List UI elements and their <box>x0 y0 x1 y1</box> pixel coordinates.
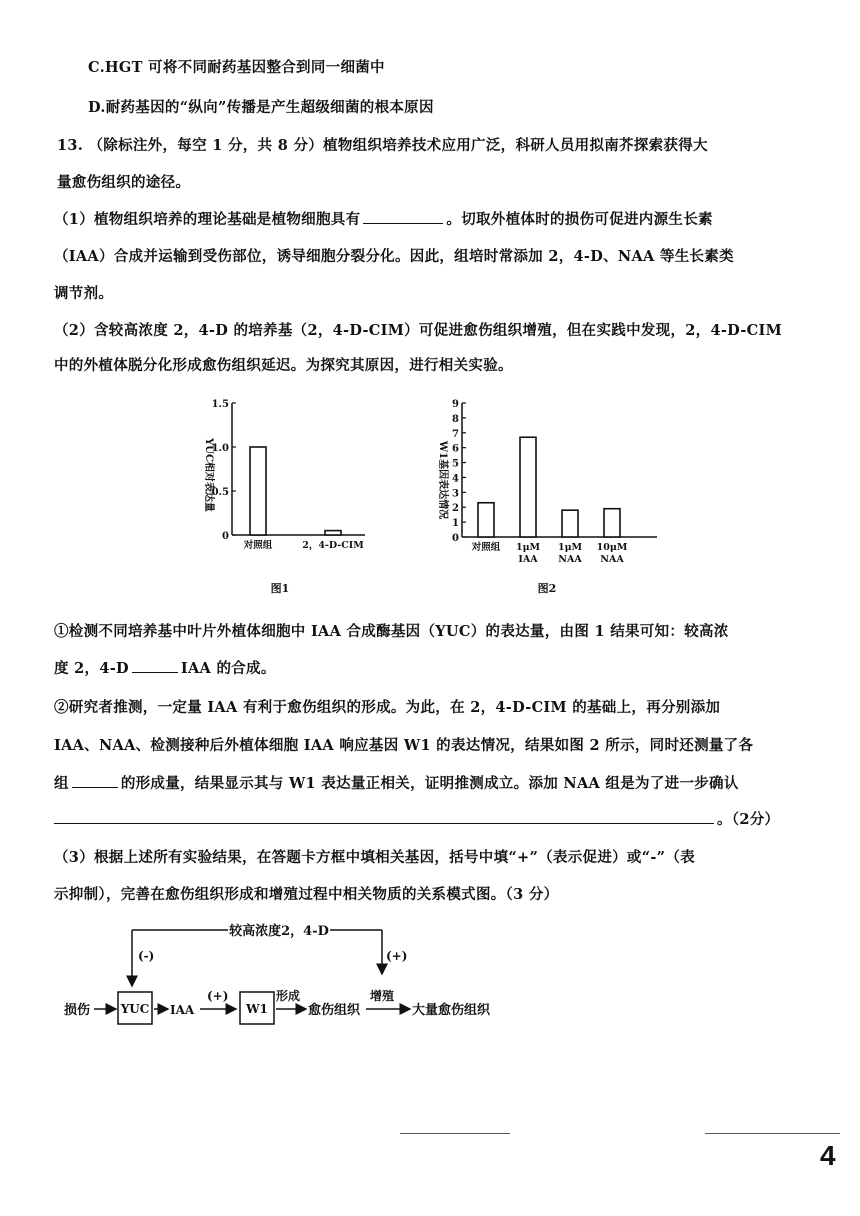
q13-part1-line3: 调节剂。 <box>54 285 114 302</box>
diagram-box1-label: YUC <box>120 1002 150 1016</box>
y-tick-label: 0.5 <box>211 487 229 498</box>
q13-part1-line1: （1）植物组织培养的理论基础是植物细胞具有 。切取外植体时的损伤可促进内源生长素 <box>54 211 713 228</box>
diagram-right-sign: (+) <box>386 949 408 963</box>
y-tick-label: 1.5 <box>211 399 229 410</box>
x-tick-label: 10μM <box>596 542 628 553</box>
diagram-mid-sign: (+) <box>207 989 229 1003</box>
bar <box>250 447 266 535</box>
diagram-top-label: 较高浓度2，4-D <box>229 924 329 939</box>
q13-sub1-line1: ①检测不同培养基中叶片外植体细胞中 IAA 合成酶基因（YUC）的表达量，由图 1 结果可知：较高浓 <box>54 623 729 640</box>
relationship-diagram <box>50 912 530 1042</box>
bar <box>520 437 536 537</box>
diagram-prolif-label: 增殖 <box>370 989 395 1003</box>
q13-part2-line2: 中的外植体脱分化形成愈伤组织延迟。为探究其原因，进行相关实验。 <box>54 357 513 374</box>
q13-intro-line1: 13. （除标注外，每空 1 分，共 8 分）植物组织培养技术应用广泛，科研人员用拟南芥探索获得大 <box>57 137 708 154</box>
bar <box>562 510 578 537</box>
y-tick-label: 0 <box>452 533 459 544</box>
x-tick-label: 对照组 <box>471 542 501 553</box>
footer-rule-right <box>705 1133 840 1134</box>
x-tick-label: NAA <box>558 554 582 565</box>
diagram-iaa: IAA <box>170 1003 195 1017</box>
x-tick-label: NAA <box>600 554 624 565</box>
q13-sub2-line1: ②研究者推测，一定量 IAA 有利于愈伤组织的形成。为此，在 2，4-D-CIM 的基础上，再分别添加 <box>54 699 721 716</box>
y-tick-label: 5 <box>452 458 459 470</box>
page-number: 4 <box>820 1140 836 1171</box>
x-tick-label: 2，4-D-CIM <box>302 540 364 551</box>
x-tick-label: 1μM <box>557 542 583 553</box>
fig2-ylabel: W1基因表达情况 <box>437 440 448 520</box>
y-tick-label: 7 <box>452 428 459 440</box>
q13-part3-line1: （3）根据上述所有实验结果，在答题卡方框中填相关基因，括号中填“+”（表示促进）或“-”（表 <box>54 849 695 866</box>
answer-blank-2[interactable] <box>132 671 178 673</box>
q13-sub2-line4: 。（2分） <box>54 808 779 829</box>
y-tick-label: 3 <box>452 488 459 500</box>
x-tick-label: IAA <box>518 554 538 565</box>
y-tick-label: 0 <box>222 531 229 542</box>
fig1-ylabel: YUC相对表达量 <box>203 438 214 512</box>
diagram-box2-label: W1 <box>246 1002 268 1016</box>
diagram-callus: 愈伤组织 <box>308 1003 361 1018</box>
q13-part2-line1: （2）含较高浓度 2，4-D 的培养基（2，4-D-CIM）可促进愈伤组织增殖，但在实践中发现，2，4-D-CIM <box>54 322 782 339</box>
x-tick-label: 1μM <box>515 542 541 553</box>
option-c: C.HGT 可将不同耐药基因整合到同一细菌中 <box>88 59 385 76</box>
figure-1-chart <box>190 395 390 600</box>
y-tick-label: 1 <box>452 518 459 530</box>
diagram-start: 损伤 <box>64 1003 91 1018</box>
q13-sub2-line2: IAA、NAA、检测接种后外植体细胞 IAA 响应基因 W1 的表达情况，结果如图 2 所示，同时还测量了各 <box>54 737 754 754</box>
diagram-left-sign: (-) <box>138 949 155 963</box>
answer-blank-4[interactable] <box>54 822 714 824</box>
footer-rule-left <box>400 1133 510 1134</box>
bar <box>325 531 341 535</box>
fig2-title: 图2 <box>537 582 557 595</box>
y-tick-label: 2 <box>452 503 459 515</box>
q13-sub2-line3: 组 的形成量，结果显示其与 W1 表达量正相关，证明推测成立。添加 NAA 组是为了进一步确认 <box>54 775 739 792</box>
answer-blank-3[interactable] <box>72 786 118 788</box>
option-d: D.耐药基因的“纵向”传播是产生超级细菌的根本原因 <box>88 99 434 116</box>
q13-part3-line2: 示抑制），完善在愈伤组织形成和增殖过程中相关物质的关系模式图。（3 分） <box>54 886 559 903</box>
y-tick-label: 4 <box>452 473 459 485</box>
y-tick-label: 8 <box>452 413 459 425</box>
figure-2-chart <box>432 395 662 600</box>
bar <box>604 509 620 537</box>
diagram-form-label: 形成 <box>276 989 301 1003</box>
y-tick-label: 6 <box>452 443 459 455</box>
q13-intro-line2: 量愈伤组织的途径。 <box>57 174 191 191</box>
fig1-title: 图1 <box>270 582 290 595</box>
diagram-result: 大量愈伤组织 <box>412 1003 491 1018</box>
q13-part1-line2: （IAA）合成并运输到受伤部位，诱导细胞分裂分化。因此，组培时常添加 2，4-D、NAA 等生长素类 <box>54 248 734 265</box>
x-tick-label: 对照组 <box>243 540 273 551</box>
answer-blank-1[interactable] <box>363 222 443 224</box>
bar <box>478 503 494 537</box>
y-tick-label: 9 <box>452 399 459 410</box>
q13-sub1-line2: 度 2，4-D IAA 的合成。 <box>54 660 276 677</box>
y-tick-label: 1.0 <box>211 443 229 454</box>
